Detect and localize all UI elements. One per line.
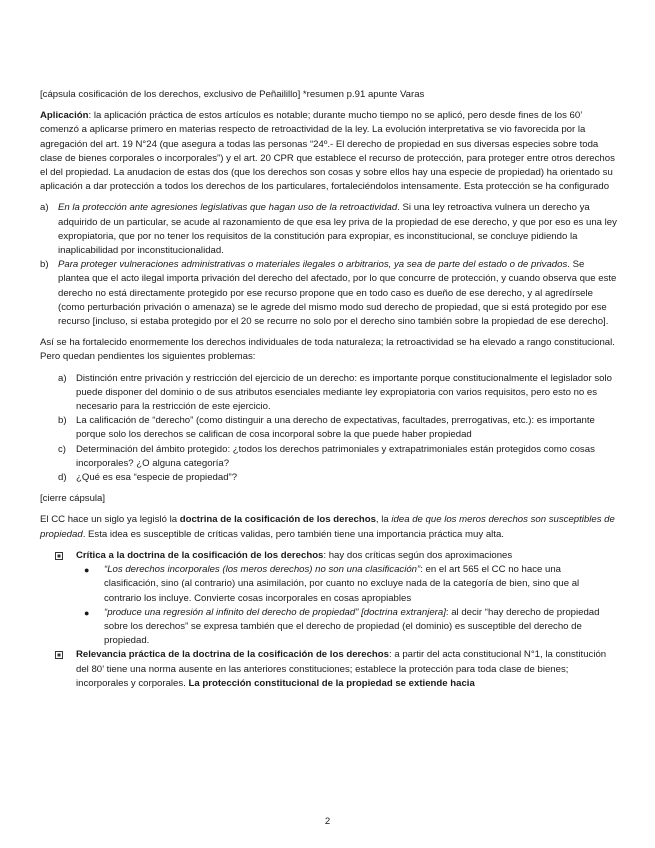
list-item (40, 258, 618, 329)
list-marker: a) (58, 372, 67, 384)
list-item (58, 372, 618, 415)
critica-title: Crítica a la doctrina de la cosificación de los derechos (76, 549, 324, 561)
critica-bullets (54, 563, 618, 648)
problems-list (40, 372, 618, 486)
list-item-text: . Si una ley retroactiva vulnera un derecho ya adquirido de un particular, se acude al razonamiento de que esa ley priva de la propiedad de ese derecho, y que por eso es una ley expropiatoria, que por no tener los requisitos de la constitución para expropiar, es inconstitucional, se concluye pidiendo la inaplicabilidad por inconstitucionalidad. (58, 202, 617, 257)
critica-text: : hay dos críticas según dos aproximaciones (323, 549, 513, 561)
list-marker: a) (40, 202, 49, 214)
page-number: 2 (324, 816, 331, 827)
list-marker: b) (40, 259, 49, 271)
cierre-capsula: [cierre cápsula] (40, 493, 106, 505)
list-item-title: En la protección ante agresiones legislativas que hagan uso de la retroactividad (58, 202, 398, 214)
cc-italic-idea: idea de que los meros derechos son susceptibles de propiedad (40, 514, 615, 540)
cc-text-mid: , la (375, 514, 392, 526)
capsule-header: [cápsula cosificación de los derechos, exclusivo de Peñailillo] *resumen p.91 apunte Varas (40, 89, 425, 100)
list-item-text: Distinción entre privación y restricción del ejercicio de un derecho: es importante porque constitucionalmente el legislador solo puede disponer del dominio o de sus atributos esenciales mediante ley expropiatoria con varios requisitos, pero esto no es necesario para la restricción de este ejercicio. (76, 372, 612, 413)
list-item (58, 414, 618, 442)
bullet-icon: ● (84, 565, 90, 576)
bullet-icon: ● (84, 607, 90, 618)
document-page (40, 88, 618, 691)
list-item-relevancia (54, 648, 618, 691)
list-item (84, 563, 618, 606)
square-bullet-icon (54, 551, 64, 561)
list-item-text: . Se plantea que el acto ilegal importa privación del derecho del afectado, por lo que concurre de protección, y cuando observa que este derecho no está directamente protegido por ese recurso propone que en todo caso es dueño de ese derecho, y al agredírsele (como perturbación privación o amenaza) se le agrede del mismo modo sud derecho de propiedad, que si está protegido por ese recurso [incluso, si estaba protegido por el 20 se recurre no solo por el derecho sino también sobre la propiedad de ese derecho]. (58, 259, 617, 328)
cc-text-post: . Esta idea es susceptible de críticas validas, pero también tiene una importancia práctica muy alta. (82, 528, 504, 540)
relevancia-text: : a partir del acta constitucional N°1, la constitución del 80’ tiene una norma ausente en las anteriores constituciones; establece la protección para toda clase de bienes; incorporales y corporales. (76, 649, 607, 689)
list-item (58, 471, 618, 485)
fortalecido-paragraph: Así se ha fortalecido enormemente los derechos individuales de toda naturaleza; la retroactividad se ha elevado a rango constitucional. Pero quedan pendientes los siguientes problemas: (40, 337, 615, 363)
bullet-text: : al decir “hay derecho de propiedad sobre los derechos” se expresa también que el derecho de propiedad (el dominio) es susceptible del derecho de propiedad. (104, 606, 600, 647)
aplicacion-label: Aplicación (40, 110, 89, 122)
relevancia-title: Relevancia práctica de la doctrina de la cosificación de los derechos (76, 649, 389, 661)
list-item-text: ¿Qué es esa “especie de propiedad”? (76, 472, 238, 484)
list-marker: d) (58, 472, 67, 484)
bullet-italic: “produce una regresión al infinito del derecho de propiedad” [doctrina extranjera] (104, 606, 446, 618)
relevancia-bold-end: La protección constitucional de la propiedad se extiende hacia (188, 677, 475, 689)
protection-list (40, 201, 618, 329)
bullet-text: : en el art 565 el CC no hace una clasificación, sino (al contrario) una asimilación, por cuanto no excluye nada de la categoría de bien, sino que al contrario los incluye. Convierte cosas incorporales en cosas apropiables (104, 564, 580, 604)
list-item-title: Para proteger vulneraciones administrativas o materiales ilegales o arbitrarios, ya sea de parte del estado o de privados (58, 259, 568, 271)
list-item-text: La calificación de “derecho” (como distinguir a una derecho de expectativas, facultades, prerrogativas, etc.): es importante porque solo los derechos se califican de cosa incorporal sobre la que puede haber propiedad (76, 415, 595, 441)
list-marker: c) (58, 443, 66, 455)
bullet-italic: “Los derechos incorporales (los meros derechos) no son una clasificación” (104, 564, 421, 576)
aplicacion-text: : la aplicación práctica de estos artículos es notable; durante mucho tiempo no se aplicó, pero desde fines de los 60’ comenzó a aplicarse primero en materias respecto de retroactividad de la ley. La evolución interpretativa se vio favorecida por la agregación del art. 19 N°24 (que asegura a todas las personas “24º.- El derecho de propiedad en sus diversas especies sobre toda clase de bienes corporales o incorporales”) y el art. 20 CPR que establece el recurso de protección, para proteger entre otros derechos el del propiedad. La anudacion de estas dos (que los derechos son cosas y sobre ellos hay una especie de propiedad) ha orientado su aplicación a dar protección a todos los derechos de los particulares, fortaleciéndolos intensamente. Esta protección se ha configurado (40, 110, 615, 193)
list-item (40, 201, 618, 258)
aplicacion-paragraph (40, 109, 618, 194)
list-item (84, 606, 618, 649)
list-item-critica (54, 549, 618, 563)
cc-paragraph (40, 513, 618, 541)
cc-text-pre: El CC hace un siglo ya legisló la (40, 514, 180, 526)
square-list (40, 549, 618, 691)
list-item-text: Determinación del ámbito protegido: ¿todos los derechos patrimoniales y extrapatrimoniales están protegidos como cosas incorporales? ¿O alguna categoría? (76, 443, 595, 469)
cc-bold-term: doctrina de la cosificación de los derechos (179, 514, 376, 526)
list-item (58, 443, 618, 471)
list-marker: b) (58, 415, 67, 427)
square-bullet-icon (54, 650, 64, 660)
